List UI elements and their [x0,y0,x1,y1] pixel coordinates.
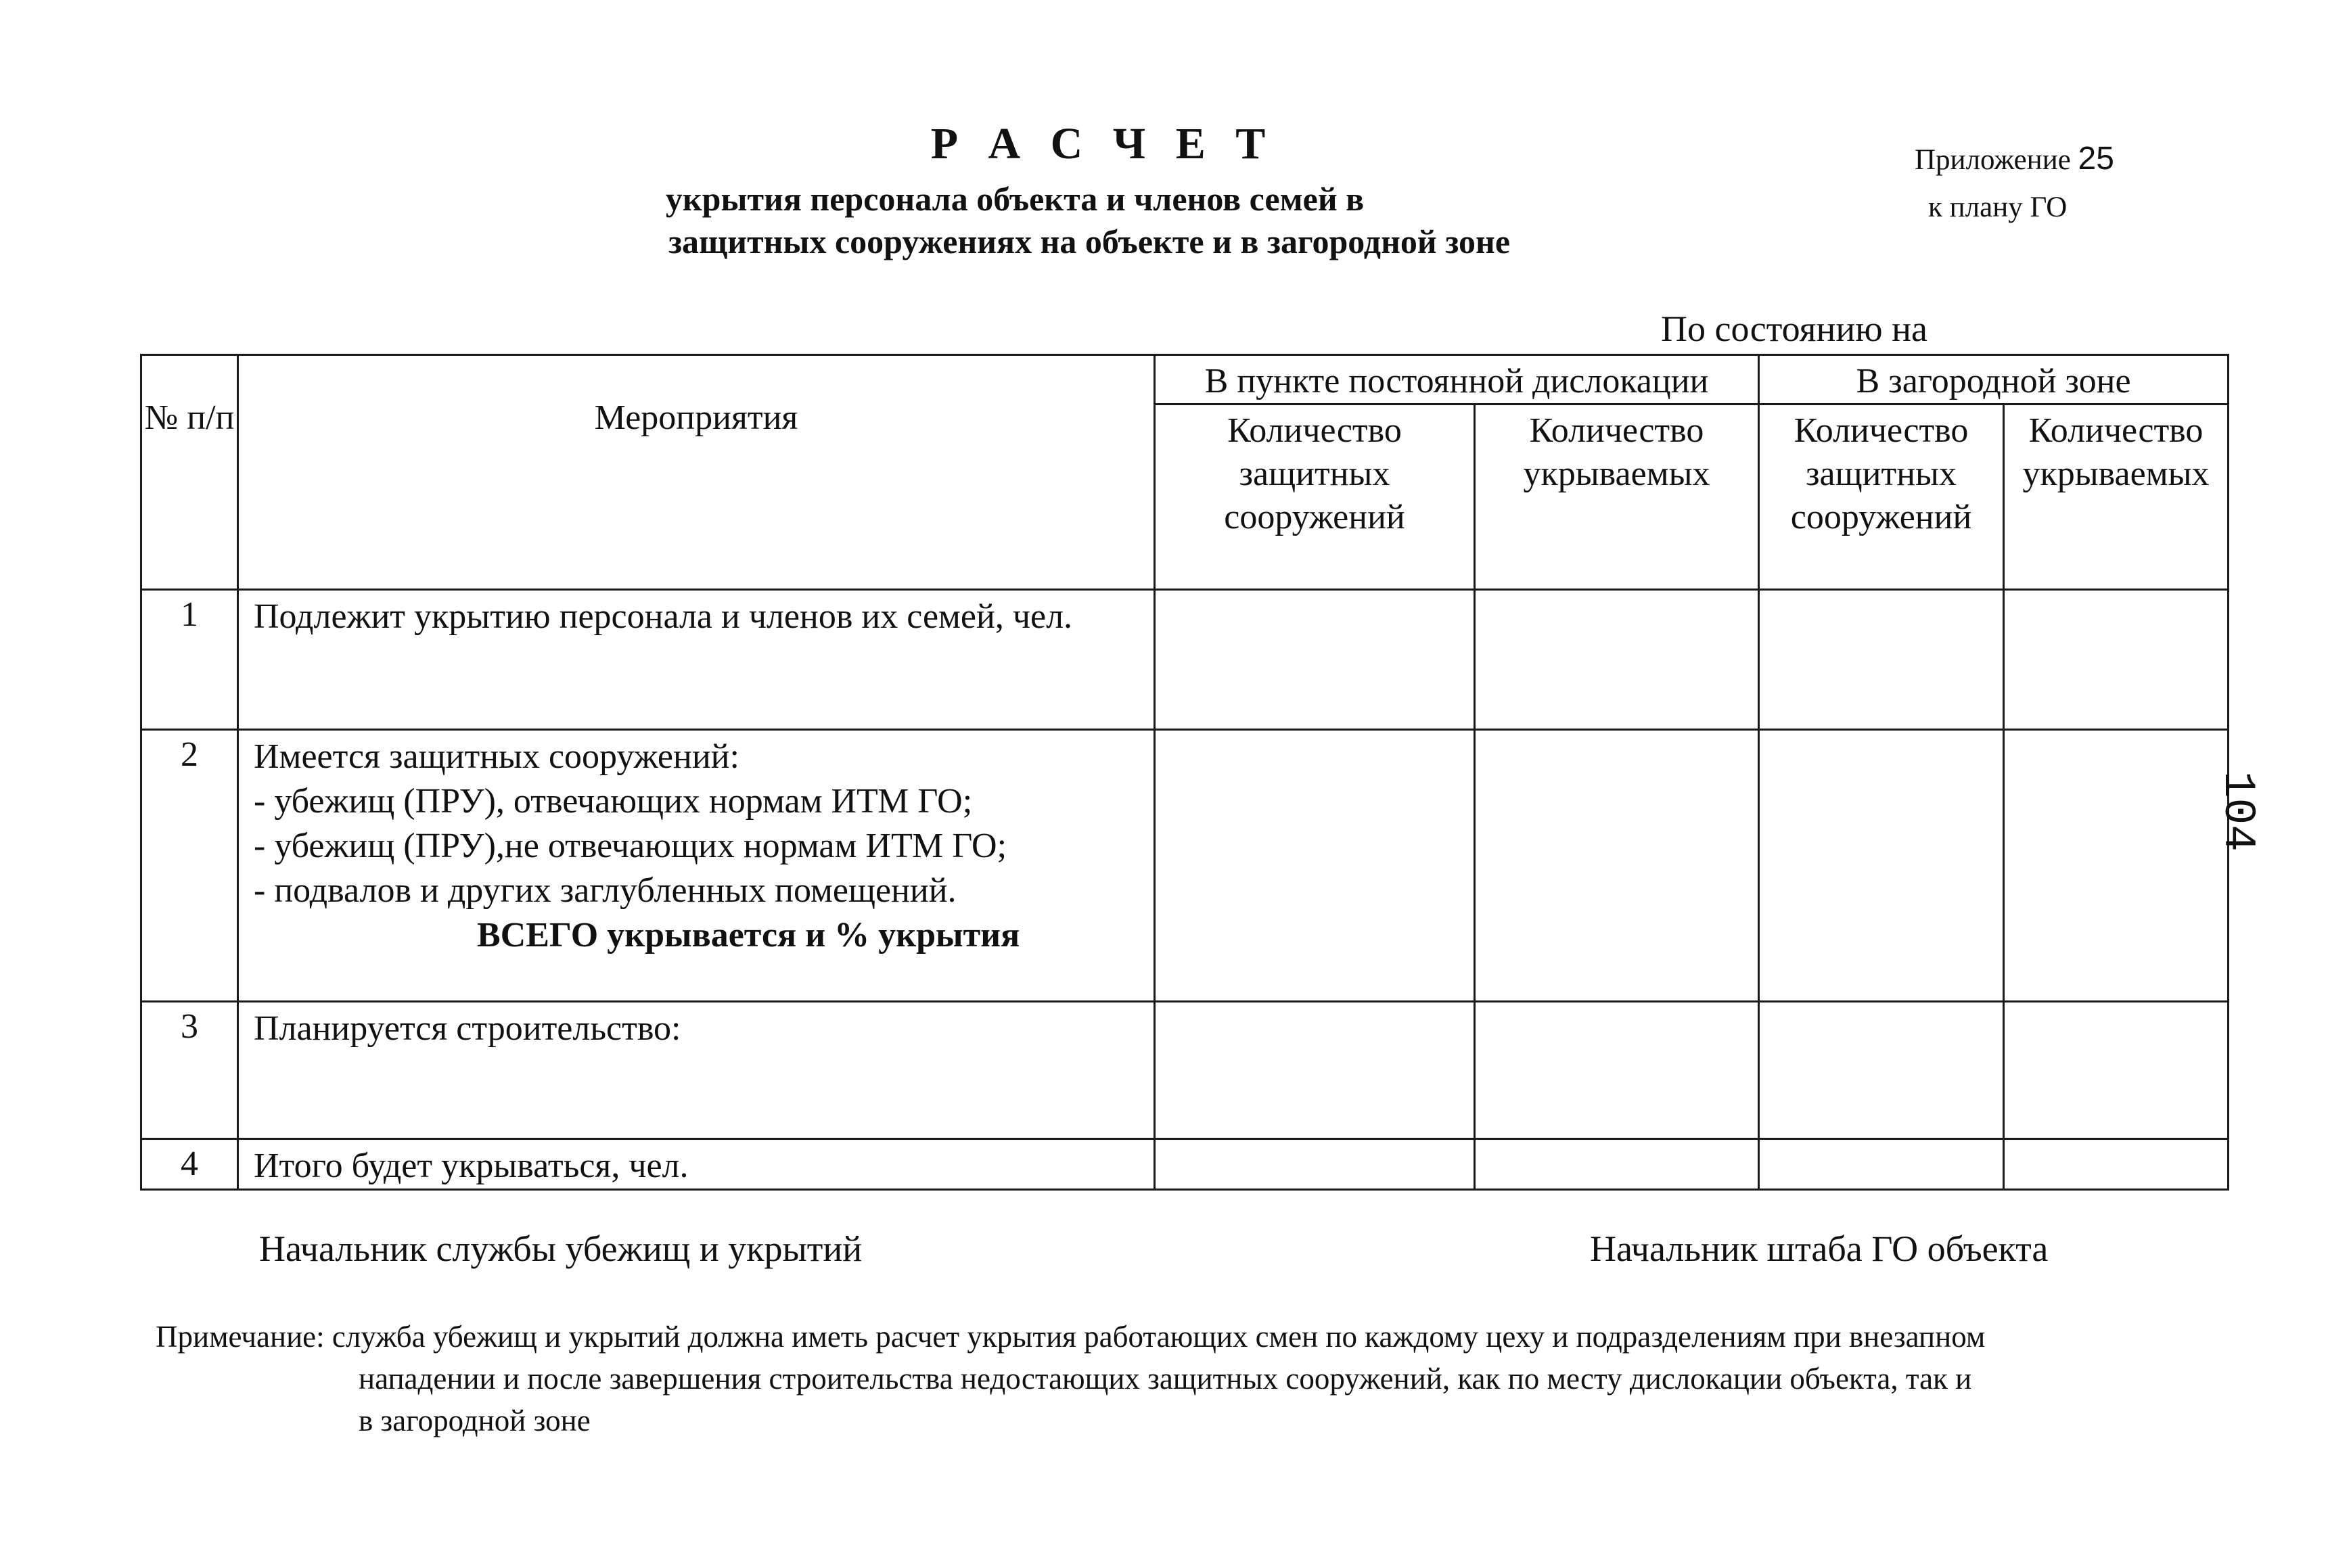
note-line1: служба убежищ и укрытий должна иметь расчет укрытия работающих смен по каждому цеху и подразделениям при внезапном [332,1320,1986,1354]
event-line: - подвалов и других заглубленных помещений. [254,871,957,910]
header-sheltered-count-permanent: Количество укрываемых [1475,405,1759,590]
row-number: 3 [141,1002,238,1139]
header-permanent-location: В пункте постоянной дислокации [1155,355,1759,405]
table-row [141,590,2229,730]
row-number: 2 [141,730,238,1002]
note-label: Примечание: [156,1320,325,1354]
footnote [156,1316,2253,1442]
row-event-text: Итого будет укрываться, чел. [238,1139,1155,1190]
appendix-label: Приложение [1915,144,2071,176]
cell-structures-permanent [1155,1139,1475,1190]
cell-sheltered-suburban [2004,1139,2229,1190]
document-subtitle-line1: укрытия персонала объекта и членов семей в [665,180,1365,218]
event-line: Имеется защитных сооружений: [254,737,739,776]
event-line: - убежищ (ПРУ), отвечающих нормам ИТМ ГО; [254,782,973,821]
document-title: Р А С Ч Е Т [930,119,1275,168]
table-row [141,1002,2229,1139]
appendix-number: 25 [2078,141,2114,177]
as-of-date-label: По состоянию на [1661,308,1927,349]
table-row [141,730,2229,1002]
cell-structures-permanent [1155,590,1475,730]
header-events: Мероприятия [238,355,1155,590]
row-number: 4 [141,1139,238,1190]
signature-civil-defense-head: Начальник штаба ГО объекта [1590,1228,2049,1269]
page-number: 104 [2212,771,2263,852]
cell-structures-suburban [1759,590,2004,730]
event-line: - убежищ (ПРУ),не отвечающих нормам ИТМ ГО; [254,827,1007,865]
cell-structures-suburban [1759,1002,2004,1139]
cell-structures-permanent [1155,730,1475,1002]
signature-shelter-service-head: Начальник службы убежищ и укрытий [259,1228,863,1269]
cell-sheltered-permanent [1475,590,1759,730]
header-structures-count-permanent: Количество защитных сооружений [1155,405,1475,590]
header-row-number: № п/п [141,355,238,590]
appendix-plan-ref: к плану ГО [1928,191,2068,223]
appendix-reference [1915,135,2114,231]
cell-structures-suburban [1759,1139,2004,1190]
header-sheltered-count-suburban: Количество укрываемых [2004,405,2229,590]
header-suburban-zone: В загородной зоне [1759,355,2229,405]
row-number: 1 [141,590,238,730]
note-line3: в загородной зоне [359,1404,591,1437]
event-total-line: ВСЕГО укрывается и % укрытия [477,916,1020,954]
cell-sheltered-suburban [2004,730,2229,1002]
table-row [141,1139,2229,1190]
document-subtitle-line2: защитных сооружениях на объекте и в загородной зоне [668,223,1511,260]
shelter-calculation-table [140,354,2227,1185]
row-event-text: Подлежит укрытию персонала и членов их семей, чел. [238,590,1155,730]
note-line2: нападении и после завершения строительства недостающих защитных сооружений, как по месту дислокации объекта, так и [359,1362,1972,1396]
header-structures-count-suburban: Количество защитных сооружений [1759,405,2004,590]
cell-sheltered-suburban [2004,1002,2229,1139]
row-event-text: Планируется строительство: [238,1002,1155,1139]
cell-structures-suburban [1759,730,2004,1002]
cell-sheltered-permanent [1475,730,1759,1002]
cell-structures-permanent [1155,1002,1475,1139]
cell-sheltered-suburban [2004,590,2229,730]
cell-sheltered-permanent [1475,1139,1759,1190]
calculation-grid [140,354,2229,1191]
row-event-text [238,730,1155,1002]
cell-sheltered-permanent [1475,1002,1759,1139]
